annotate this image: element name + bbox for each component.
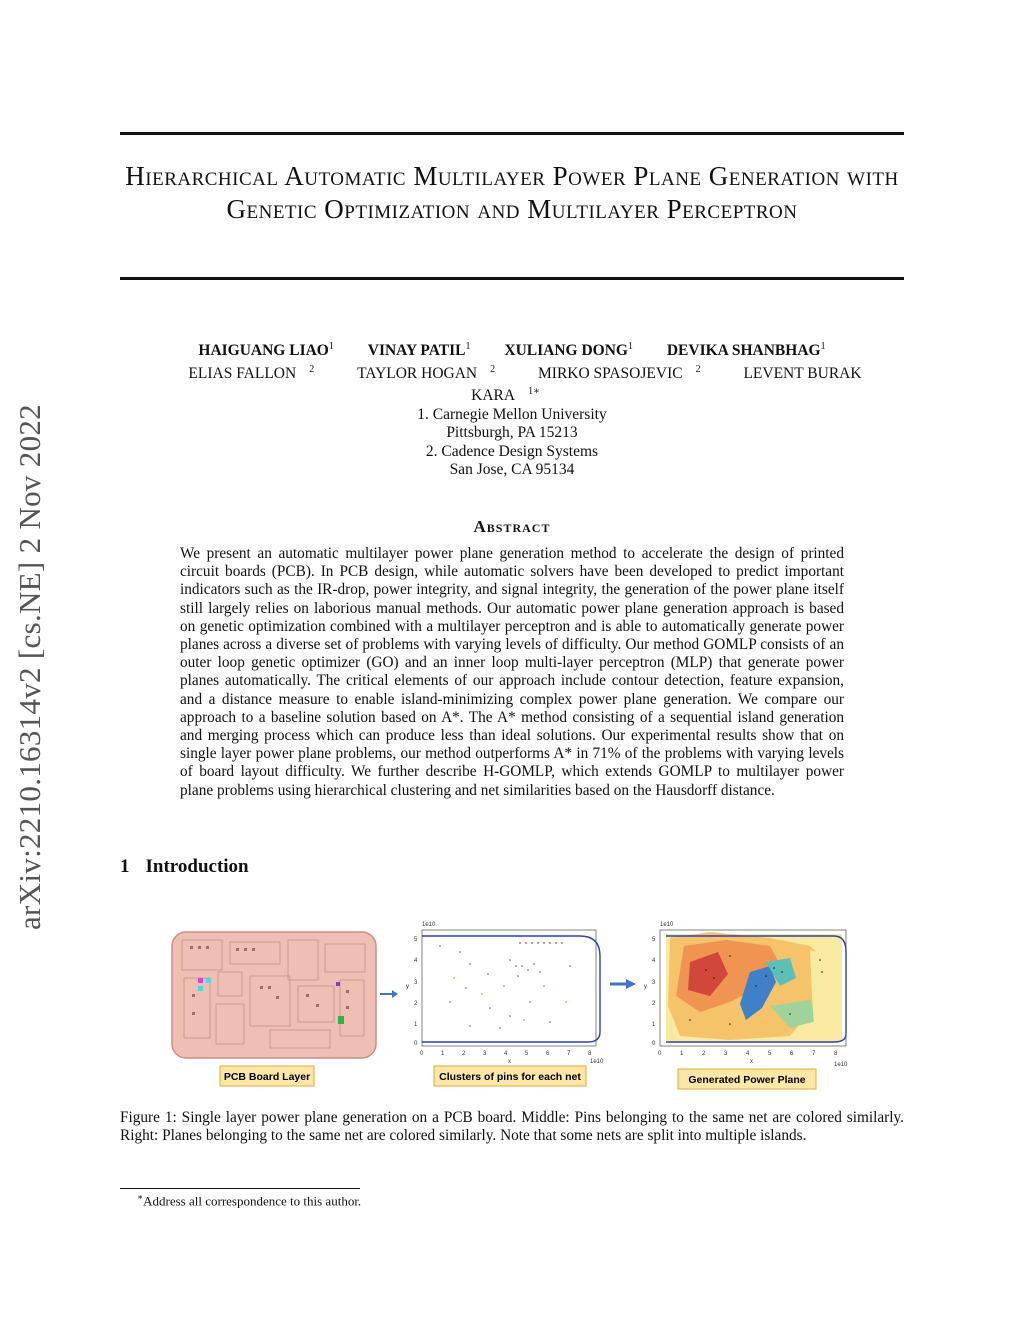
svg-text:1: 1: [680, 1051, 684, 1057]
arrow-icon: [610, 979, 636, 989]
svg-text:Generated Power Plane: Generated Power Plane: [688, 1074, 806, 1086]
svg-text:6: 6: [546, 1051, 550, 1057]
author: XULIANG DONG$^1$: [504, 341, 633, 360]
paper-title: Hierarchical Automatic Multilayer Power Plane Generation with Genetic Optimization and Multilayer Perceptron: [125, 161, 899, 224]
author: DEVIKA SHANBHAG$^1$: [666, 341, 826, 360]
svg-text:1e10: 1e10: [660, 922, 674, 928]
svg-text:Clusters of pins for each net: Clusters of pins for each net: [439, 1071, 581, 1083]
figure-caption: Figure 1: Single layer power plane generation on a PCB board. Middle: Pins belonging to the same net are colored similarly. Right: Planes belonging to the same net are colored similarly. Note that some nets are split into multiple islands.: [120, 1109, 904, 1145]
svg-text:1: 1: [441, 1051, 445, 1057]
svg-text:0: 0: [658, 1051, 662, 1057]
svg-text:0: 0: [652, 1041, 656, 1047]
svg-text:1e10: 1e10: [590, 1059, 604, 1065]
author: ELIAS FALLON $^2$: [188, 363, 315, 382]
svg-text:1e10: 1e10: [834, 1062, 848, 1068]
svg-text:8: 8: [834, 1051, 838, 1057]
author: LEVENT BURAK KARA $^{1∗}$: [471, 364, 862, 405]
affiliation-line: Pittsburgh, PA 15213: [446, 424, 578, 442]
svg-text:3: 3: [652, 980, 656, 986]
svg-text:4: 4: [746, 1051, 750, 1057]
author: HAIGUANG LIAO$^1$: [198, 341, 334, 360]
power-plane-plot: [644, 922, 848, 1068]
svg-text:0: 0: [420, 1051, 424, 1057]
svg-text:4: 4: [504, 1051, 508, 1057]
svg-text:5: 5: [414, 937, 418, 943]
author-block: [120, 338, 904, 480]
panel-label-pcb: [220, 1066, 314, 1086]
svg-text:1e10: 1e10: [422, 922, 436, 928]
affiliation-line: 1. Carnegie Mellon University: [417, 405, 607, 423]
affiliation-line: 2. Cadence Design Systems: [425, 442, 599, 460]
title-bottom-rule: [120, 277, 904, 280]
svg-text:x: x: [508, 1059, 511, 1065]
svg-text:7: 7: [812, 1051, 816, 1057]
svg-text:5: 5: [525, 1051, 529, 1057]
panel-label-clusters: [434, 1066, 586, 1086]
section-heading: [120, 856, 249, 878]
pin-cluster-plot: [406, 922, 604, 1065]
svg-text:4: 4: [414, 958, 418, 964]
abstract-heading: Abstract: [473, 517, 551, 536]
svg-text:2: 2: [652, 1001, 656, 1007]
svg-text:0: 0: [414, 1041, 418, 1047]
svg-text:2: 2: [462, 1051, 466, 1057]
svg-text:PCB Board Layer: PCB Board Layer: [223, 1071, 311, 1083]
panel-label-power-plane: [678, 1069, 816, 1089]
svg-text:5: 5: [768, 1051, 772, 1057]
pcb-board-panel: [172, 932, 376, 1058]
svg-text:3: 3: [414, 980, 418, 986]
arrow-icon: [380, 990, 398, 998]
figure-1: [170, 916, 860, 1094]
svg-text:y: y: [644, 984, 647, 990]
svg-text:y: y: [406, 984, 409, 990]
title-top-rule: [120, 132, 904, 135]
svg-text:8: 8: [588, 1051, 592, 1057]
footnote: ∗Address all correspondence to this author.: [137, 1192, 362, 1209]
author: MIRKO SPASOJEVIC $^2$: [538, 363, 701, 382]
abstract-text: We present an automatic multilayer power plane generation method to accelerate the design of printed circuit boards (PCB). In PCB design, while automatic solvers have been developed to predict important indicators such as the IR-drop, power integrity, and signal integrity, the generation of the power plane itself still largely relies on laborious manual methods. Our automatic power plane generation approach is based on genetic optimization combined with a multilayer perceptron and is able to automatically generate power planes across a diverse set of problems with varying levels of difficulty. Our method GOMLP consists of an outer loop genetic optimizer (GO) and an inner loop multi-layer perceptron (MLP) that generate power planes automatically. The critical elements of our approach include contour detection, feature expansion, and a distance measure to enable island-minimizing complex power plane generation. We compare our approach to a baseline solution based on A*. The A* method consisting of a sequential island generation and merging process which can produce less than ideal solutions. Our experimental results show that on single layer power plane problems, our method outperforms A* in 71% of the problems with varying levels of board layout difficulty. We further describe H-GOMLP, which extends GOMLP to multilayer power plane problems using hierarchical clustering and net similarities based on the Hausdorff distance.: [180, 545, 844, 799]
svg-text:5: 5: [652, 937, 656, 943]
svg-text:7: 7: [567, 1051, 571, 1057]
svg-text:6: 6: [790, 1051, 794, 1057]
svg-text:3: 3: [724, 1051, 728, 1057]
affiliation-line: San Jose, CA 95134: [449, 461, 575, 479]
svg-text:1: 1: [652, 1022, 656, 1028]
svg-text:2: 2: [702, 1051, 706, 1057]
svg-text:4: 4: [652, 958, 656, 964]
arxiv-identifier: arXiv:2210.16314v2 [cs.NE] 2 Nov 2022: [12, 404, 47, 930]
authors-row-1: [120, 338, 904, 361]
footnote-rule: [120, 1188, 360, 1189]
section-number: 1: [120, 856, 130, 877]
svg-text:1: 1: [414, 1022, 418, 1028]
svg-text:x: x: [750, 1059, 753, 1065]
svg-text:2: 2: [414, 1001, 418, 1007]
authors-row-2: [120, 361, 904, 406]
author: VINAY PATIL$^1$: [367, 341, 471, 360]
svg-text:3: 3: [483, 1051, 487, 1057]
section-title: Introduction: [145, 856, 249, 877]
author: TAYLOR HOGAN $^2$: [357, 363, 496, 382]
